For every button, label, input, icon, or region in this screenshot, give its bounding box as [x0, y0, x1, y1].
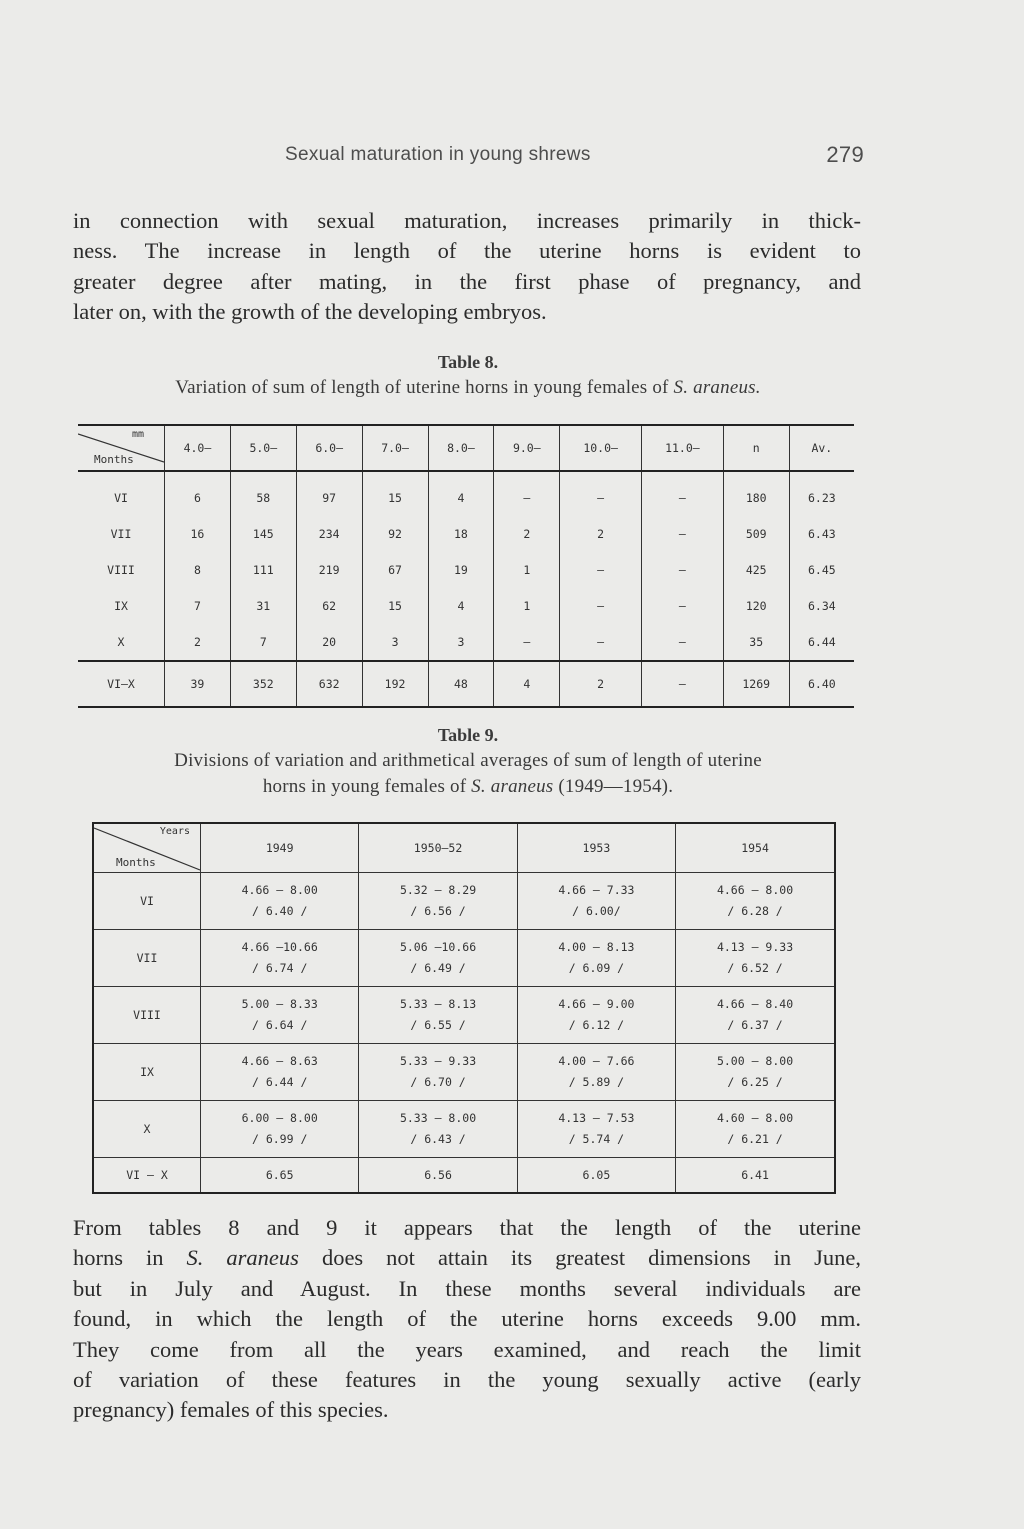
range-value: 4.00 – 8.13 — [558, 940, 635, 954]
table-9-description-line-1: Divisions of variation and arithmetical averages of sum of length of uterine — [174, 750, 762, 771]
table-cell: 6.34 — [789, 588, 854, 624]
paragraph-line: found, in which the length of the uterine horns exceeds 9.00 mm. — [73, 1306, 861, 1332]
row-month-label: IX — [93, 1044, 201, 1101]
range-value: 5.32 – 8.29 — [399, 883, 477, 897]
table-cell: 234 — [296, 516, 362, 552]
range-value: 6.00 – 8.00 — [241, 1111, 318, 1125]
table-cell: 15 — [362, 471, 428, 516]
paragraph-line: ness. The increase in length of the uterine horns is evident to — [73, 238, 861, 264]
paragraph-line: in connection with sexual maturation, increases primarily in thick- — [73, 208, 861, 233]
table-cell — [359, 987, 517, 1044]
corner-row-label: Months — [116, 856, 156, 869]
table-cell: 6 — [165, 471, 231, 516]
row-month-label: VI — [114, 491, 128, 505]
range-value: 4.66 – 8.00 — [241, 883, 318, 897]
table-cell: 632 — [296, 661, 362, 707]
paragraph-2 — [73, 1213, 861, 1426]
running-head-title: Sexual maturation in young shrews — [285, 144, 591, 165]
table-8-corner-cell — [78, 425, 165, 471]
table-cell: – — [560, 624, 642, 661]
average-value: / 6.09 / — [568, 961, 625, 975]
column-header: 8.0– — [428, 425, 494, 471]
table-cell: 192 — [362, 661, 428, 707]
table-9-body — [93, 873, 835, 1194]
average-value: / 6.74 / — [251, 961, 308, 975]
table-8-description-text: Variation of sum of length of uterine horns in young females of — [175, 377, 669, 398]
table-cell — [676, 930, 835, 987]
table-cell: 2 — [560, 516, 642, 552]
table-cell: 62 — [296, 588, 362, 624]
average-value: / 6.99 / — [251, 1132, 308, 1146]
table-cell: 6.43 — [789, 516, 854, 552]
table-cell: – — [642, 552, 724, 588]
table-cell: 509 — [723, 516, 789, 552]
table-cell — [676, 987, 835, 1044]
table-8 — [78, 424, 854, 708]
paragraph-line: pregnancy) females of this species. — [73, 1397, 389, 1423]
column-header: 11.0– — [642, 425, 724, 471]
column-header: Av. — [789, 425, 854, 471]
table-cell — [201, 1044, 359, 1101]
running-head — [70, 142, 870, 172]
table-cell — [359, 1044, 517, 1101]
row-month-label: VII — [110, 527, 132, 541]
table-cell: 6.45 — [789, 552, 854, 588]
range-value: 5.00 – 8.00 — [716, 1054, 794, 1068]
corner-unit-label: mm — [131, 429, 144, 440]
table-total-row — [93, 1158, 835, 1194]
average-value: / 6.64 / — [251, 1018, 308, 1032]
paragraph-line: greater degree after mating, in the first phase of pregnancy, and — [73, 268, 861, 294]
table-row — [93, 1044, 835, 1101]
table-cell: 58 — [230, 471, 296, 516]
row-month-label: X — [117, 635, 125, 649]
range-value: 4.66 – 9.00 — [558, 997, 635, 1011]
table-8-caption — [73, 349, 863, 401]
range-value: 4.66 –10.66 — [241, 940, 318, 954]
row-month-label: VII — [93, 930, 201, 987]
table-9 — [92, 822, 836, 1194]
table-cell — [201, 1101, 359, 1158]
table-cell: 6.65 — [201, 1158, 359, 1194]
table-cell: 31 — [230, 588, 296, 624]
average-value: / 6.43 / — [410, 1132, 466, 1146]
average-value: / 6.52 / — [727, 961, 783, 975]
paragraph-1 — [73, 206, 861, 328]
row-month-label: VI–X — [78, 661, 165, 707]
table-cell — [517, 930, 675, 987]
table-cell: 20 — [296, 624, 362, 661]
column-header: n — [723, 425, 789, 471]
table-cell: 425 — [723, 552, 789, 588]
table-cell: 92 — [362, 516, 428, 552]
row-month-label: VI – X — [93, 1158, 201, 1194]
table-cell: – — [494, 624, 560, 661]
table-row — [93, 987, 835, 1044]
table-cell: 4 — [494, 661, 560, 707]
column-header: 1953 — [517, 823, 675, 873]
average-value: / 6.55 / — [410, 1018, 466, 1032]
table-cell: 3 — [362, 624, 428, 661]
table-cell: – — [560, 588, 642, 624]
column-header: 10.0– — [560, 425, 642, 471]
table-cell — [201, 930, 359, 987]
table-row — [78, 552, 854, 588]
table-cell: – — [642, 624, 724, 661]
table-cell — [359, 930, 517, 987]
table-9-caption — [73, 722, 863, 800]
table-cell: 111 — [230, 552, 296, 588]
table-9-corner-cell — [93, 823, 201, 873]
table-row — [78, 588, 854, 624]
table-cell: 3 — [428, 624, 494, 661]
table-cell: 6.23 — [789, 471, 854, 516]
line-text: horns in — [73, 1245, 164, 1271]
table-cell: – — [560, 552, 642, 588]
table-cell: – — [642, 471, 724, 516]
average-value: / 6.37 / — [727, 1018, 783, 1032]
paragraph-line: later on, with the growth of the developing embryos. — [73, 299, 547, 325]
average-value: / 5.89 / — [568, 1075, 625, 1089]
table-cell: 2 — [165, 624, 231, 661]
table-cell: 1 — [494, 588, 560, 624]
row-month-label: VIII — [93, 987, 201, 1044]
table-cell — [676, 873, 835, 930]
table-cell — [517, 873, 675, 930]
table-9-header-row — [93, 823, 835, 873]
table-cell: 7 — [165, 588, 231, 624]
table-cell: 67 — [362, 552, 428, 588]
column-header: 1949 — [201, 823, 359, 873]
table-cell: 19 — [428, 552, 494, 588]
table-cell: 48 — [428, 661, 494, 707]
range-value: 5.06 –10.66 — [399, 940, 477, 954]
average-value: / 6.70 / — [410, 1075, 466, 1089]
species-name: S. araneus — [186, 1245, 299, 1271]
table-cell: 219 — [296, 552, 362, 588]
average-value: / 6.49 / — [410, 961, 466, 975]
table-cell: 180 — [723, 471, 789, 516]
corner-column-label: Years — [159, 826, 190, 837]
table-row — [93, 930, 835, 987]
average-value: / 5.74 / — [568, 1132, 625, 1146]
table-8-species: S. araneus. — [673, 377, 761, 398]
row-month-label: IX — [114, 599, 128, 613]
table-row — [78, 516, 854, 552]
page-number: 279 — [826, 142, 864, 167]
table-cell: 145 — [230, 516, 296, 552]
column-header: 7.0– — [362, 425, 428, 471]
range-value: 5.33 – 8.00 — [399, 1111, 477, 1125]
table-9-years: (1949—1954). — [558, 776, 674, 797]
column-header: 9.0– — [494, 425, 560, 471]
table-cell: 2 — [494, 516, 560, 552]
range-value: 4.66 – 8.40 — [716, 997, 794, 1011]
row-month-label: VI — [93, 873, 201, 930]
paragraph-line — [73, 1243, 861, 1273]
table-cell — [676, 1101, 835, 1158]
table-cell: 4 — [428, 471, 494, 516]
range-value: 5.33 – 9.33 — [399, 1054, 477, 1068]
table-cell: – — [642, 516, 724, 552]
paragraph-line: of variation of these features in the young sexually active (early — [73, 1367, 861, 1393]
table-8-body — [78, 471, 854, 707]
range-value: 4.13 – 9.33 — [716, 940, 794, 954]
table-cell: 6.05 — [517, 1158, 675, 1194]
paragraph-line: They come from all the years examined, and reach the limit — [73, 1336, 861, 1362]
table-cell: 8 — [165, 552, 231, 588]
table-cell: 1 — [494, 552, 560, 588]
column-header: 6.0– — [296, 425, 362, 471]
table-cell — [359, 873, 517, 930]
table-cell: 16 — [165, 516, 231, 552]
range-value: 4.13 – 7.53 — [558, 1111, 635, 1125]
average-value: / 6.25 / — [727, 1075, 783, 1089]
average-value: / 6.44 / — [251, 1075, 308, 1089]
row-month-label: X — [93, 1101, 201, 1158]
table-cell — [359, 1101, 517, 1158]
table-cell: 6.40 — [789, 661, 854, 707]
table-cell: 39 — [165, 661, 231, 707]
table-cell: 4 — [428, 588, 494, 624]
table-row — [93, 1101, 835, 1158]
table-cell: – — [642, 661, 724, 707]
table-row — [78, 624, 854, 661]
range-value: 5.33 – 8.13 — [399, 997, 477, 1011]
table-cell: 1269 — [723, 661, 789, 707]
table-cell: – — [560, 471, 642, 516]
table-cell: 2 — [560, 661, 642, 707]
row-month-label: VIII — [107, 563, 135, 577]
table-cell — [201, 873, 359, 930]
average-value: / 6.56 / — [410, 904, 466, 918]
table-cell: 352 — [230, 661, 296, 707]
table-cell: 35 — [723, 624, 789, 661]
range-value: 4.66 – 8.00 — [716, 883, 794, 897]
table-cell: – — [494, 471, 560, 516]
table-cell: 6.44 — [789, 624, 854, 661]
table-cell — [517, 1044, 675, 1101]
line-text: does not attain its greatest dimensions in June, — [321, 1245, 862, 1271]
table-cell: 97 — [296, 471, 362, 516]
average-value: / 6.21 / — [727, 1132, 783, 1146]
table-cell: – — [642, 588, 724, 624]
range-value: 4.66 – 8.63 — [241, 1054, 318, 1068]
table-9-species: S. araneus — [471, 776, 554, 797]
table-row — [78, 471, 854, 516]
table-9-description-text: horns in young females of — [262, 776, 467, 797]
table-9-title: Table 9. — [437, 725, 499, 745]
average-value: / 6.00/ — [572, 904, 621, 918]
table-cell: 6.41 — [676, 1158, 835, 1194]
table-cell: 120 — [723, 588, 789, 624]
table-cell: 18 — [428, 516, 494, 552]
column-header: 1954 — [676, 823, 835, 873]
range-value: 5.00 – 8.33 — [241, 997, 318, 1011]
table-total-row — [78, 661, 854, 707]
corner-row-label: Months — [94, 453, 134, 466]
table-row — [93, 873, 835, 930]
table-cell: 6.56 — [359, 1158, 517, 1194]
column-header: 1950–52 — [359, 823, 517, 873]
table-cell — [517, 1101, 675, 1158]
table-8-header-row — [78, 425, 854, 471]
table-9-description-line-2 — [73, 774, 863, 800]
average-value: / 6.28 / — [727, 904, 783, 918]
range-value: 4.00 – 7.66 — [558, 1054, 635, 1068]
range-value: 4.66 – 7.33 — [558, 883, 635, 897]
average-value: / 6.40 / — [251, 904, 308, 918]
table-8-title: Table 8. — [437, 352, 499, 372]
average-value: / 6.12 / — [568, 1018, 625, 1032]
table-cell: 7 — [230, 624, 296, 661]
table-8-description — [73, 375, 863, 401]
table-cell — [676, 1044, 835, 1101]
paragraph-line: From tables 8 and 9 it appears that the length of the uterine — [73, 1215, 861, 1240]
column-header: 5.0– — [230, 425, 296, 471]
table-cell: 15 — [362, 588, 428, 624]
table-cell — [201, 987, 359, 1044]
range-value: 4.60 – 8.00 — [716, 1111, 794, 1125]
paragraph-line: but in July and August. In these months several individuals are — [73, 1275, 861, 1301]
column-header: 4.0– — [165, 425, 231, 471]
table-cell — [517, 987, 675, 1044]
